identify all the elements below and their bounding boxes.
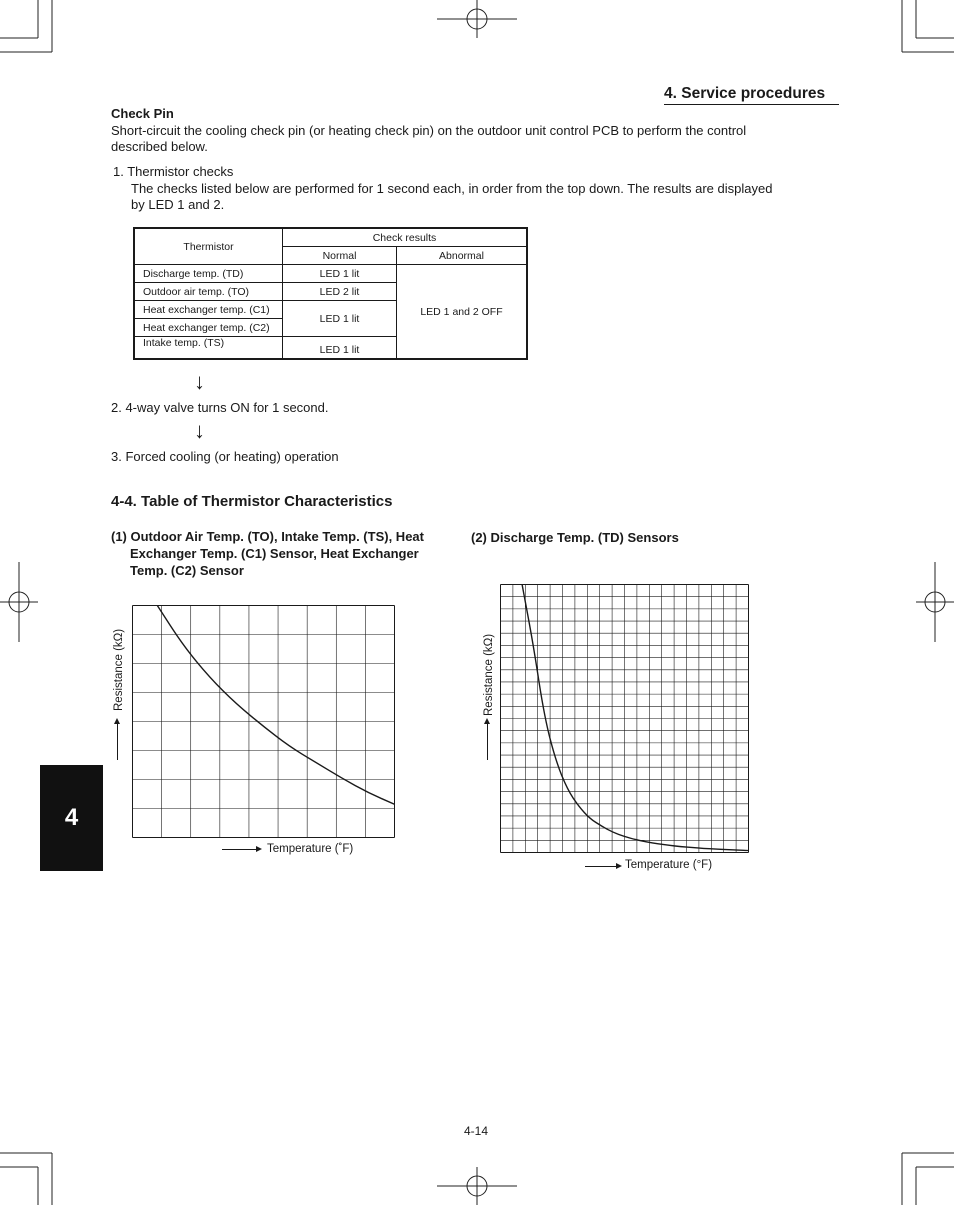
chart1-ylabel: Resistance (kΩ) (113, 628, 125, 711)
chart2-ylabel: Resistance (kΩ) (483, 633, 495, 716)
row-normal: LED 1 lit (283, 337, 397, 360)
row-name: Heat exchanger temp. (C1) (134, 301, 283, 319)
chart1-grid (133, 606, 395, 838)
step1-text-1: The checks listed below are performed for 1 second each, in order from the top down. The results are displayed (131, 181, 773, 196)
row-name: Heat exchanger temp. (C2) (134, 319, 283, 337)
check-pin-desc-2: described below. (111, 139, 208, 154)
chart2-xlabel: Temperature (°F) (625, 859, 713, 871)
x-axis-arrow-icon (222, 849, 258, 850)
row-name: Intake temp. (TS) (134, 337, 283, 360)
col-normal: Normal (283, 247, 397, 265)
page-number: 4-14 (464, 1124, 489, 1138)
thermistor-characteristics-title: 4-4. Table of Thermistor Characteristics (111, 493, 393, 510)
row-normal: LED 2 lit (283, 283, 397, 301)
row-name: Discharge temp. (TD) (134, 265, 283, 283)
row-name: Outdoor air temp. (TO) (134, 283, 283, 301)
step1-label: 1. Thermistor checks (113, 164, 234, 179)
step2-label: 2. 4-way valve turns ON for 1 second. (111, 400, 329, 415)
chart2-curve (522, 584, 749, 851)
arrowhead-icon (114, 718, 120, 724)
check-pin-desc-1: Short-circuit the cooling check pin (or heating check pin) on the outdoor unit control PCB to perform the control (111, 123, 747, 138)
step3-label: 3. Forced cooling (or heating) operation (111, 449, 339, 464)
abnormal-value: LED 1 and 2 OFF (397, 265, 528, 360)
step1-text-2: by LED 1 and 2. (131, 197, 225, 212)
chart1-plot (132, 605, 395, 838)
arrowhead-icon (616, 863, 622, 869)
row-normal: LED 1 lit (283, 265, 397, 283)
thermistor-check-table (133, 227, 528, 360)
col-thermistor: Thermistor (134, 228, 283, 265)
chart1-xlabel: Temperature (˚F) (267, 843, 354, 855)
check-pin-heading: Check Pin (111, 106, 174, 121)
col-abnormal: Abnormal (397, 247, 528, 265)
chart1-caption-2: Exchanger Temp. (C1) Sensor, Heat Exchanger (130, 546, 419, 561)
col-check-results: Check results (283, 228, 528, 247)
y-axis-arrow-icon (117, 722, 118, 760)
arrowhead-icon (484, 718, 490, 724)
chart2-plot (500, 584, 749, 853)
chapter-tab: 4 (40, 765, 103, 871)
down-arrow-icon: ↓ (194, 418, 205, 443)
chart1-caption-3: Temp. (C2) Sensor (130, 563, 244, 578)
arrowhead-icon (256, 846, 262, 852)
table-row (134, 265, 527, 283)
chart1-caption-1: (1) Outdoor Air Temp. (TO), Intake Temp. (TS), Heat (111, 529, 424, 544)
chart2-grid (501, 585, 749, 853)
chart1-curve (157, 605, 395, 805)
chart2-caption: (2) Discharge Temp. (TD) Sensors (471, 530, 679, 545)
y-axis-arrow-icon (487, 722, 488, 760)
down-arrow-icon: ↓ (194, 369, 205, 394)
x-axis-arrow-icon (585, 866, 618, 867)
section-title: 4. Service procedures (664, 85, 839, 105)
row-normal: LED 1 lit (283, 301, 397, 337)
